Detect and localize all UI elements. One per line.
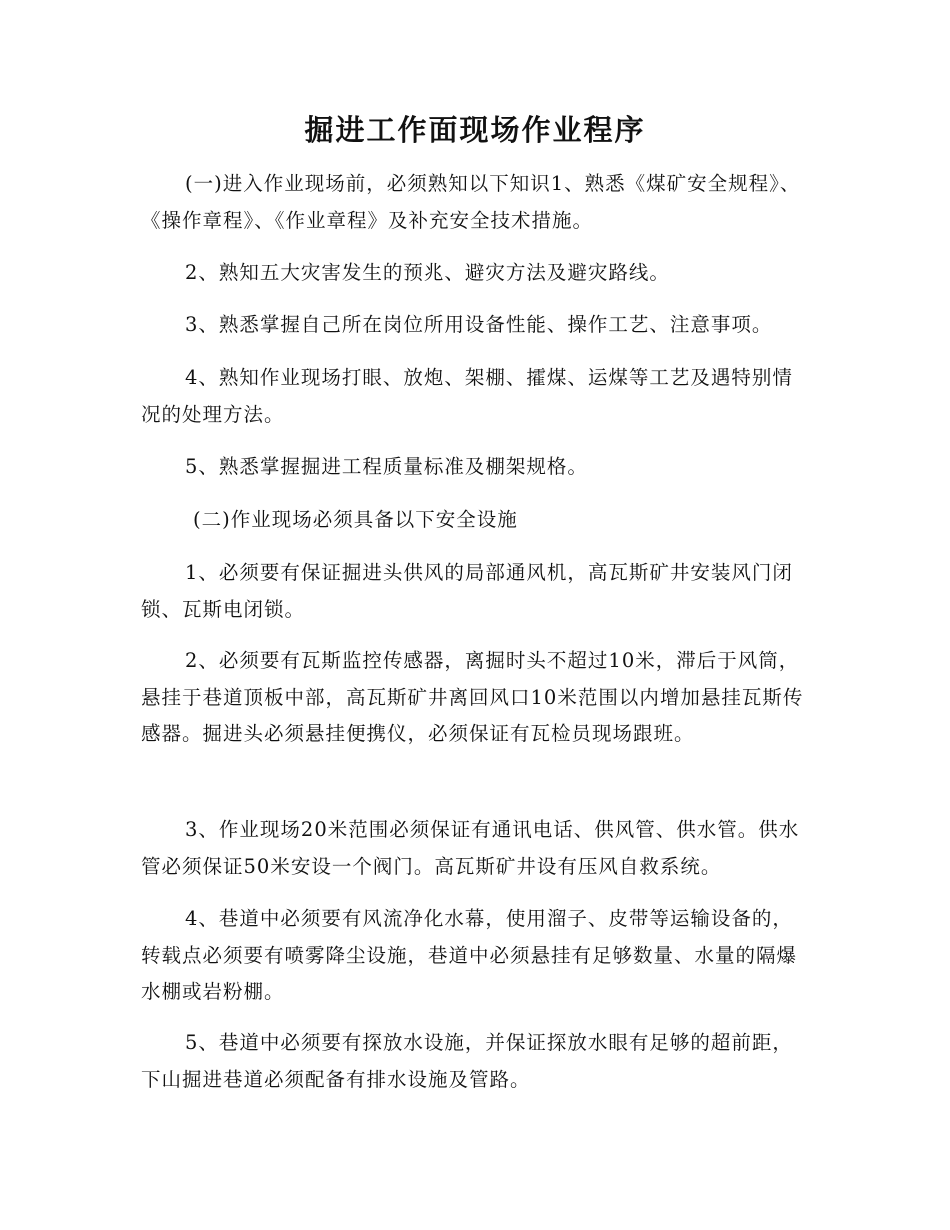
paragraph-dust-control: 4、巷道中必须要有风流净化水幕，使用溜子、皮带等运输设备的，转载点必须要有喷雾降尘设施，巷道中必须悬挂有足够数量、水量的隔爆水棚或岩粉棚。	[141, 907, 798, 1003]
document-title: 掘进工作面现场作业程序	[304, 113, 646, 147]
paragraph-equipment-knowledge: 3、熟悉掌握自己所在岗位所用设备性能、操作工艺、注意事项。	[185, 313, 773, 336]
paragraph-water-drainage: 5、巷道中必须要有探放水设施，并保证探放水眼有足够的超前距，下山掘进巷道必须配备有排水设施及管路。	[141, 1031, 793, 1091]
paragraph-communication-pipes: 3、作业现场20米范围必须保证有通讯电话、供风管、供水管。供水管必须保证50米安设一个阀门。高瓦斯矿井设有压风自救系统。	[141, 818, 800, 878]
paragraph-prerequisite-knowledge: (一)进入作业现场前，必须熟知以下知识1、熟悉《煤矿安全规程》、《操作章程》、《作业章程》及补充安全技术措施。	[141, 172, 801, 232]
paragraph-local-ventilation: 1、必须要有保证掘进头供风的局部通风机，高瓦斯矿井安装风门闭锁、瓦斯电闭锁。	[141, 561, 793, 621]
paragraph-disaster-signs: 2、熟知五大灾害发生的预兆、避灾方法及避灾路线。	[185, 261, 670, 284]
paragraph-process-knowledge: 4、熟知作业现场打眼、放炮、架棚、攉煤、运煤等工艺及遇特别情况的处理方法。	[141, 366, 793, 426]
paragraph-gas-sensors: 2、必须要有瓦斯监控传感器，离掘时头不超过10米，滞后于风筒，悬挂于巷道顶板中部，高瓦斯矿井离回风口10米范围以内增加悬挂瓦斯传感器。掘进头必须悬挂便携仪，必须保证有瓦检员现场跟班。	[141, 649, 804, 745]
paragraph-quality-standards: 5、熟悉掌握掘进工程质量标准及棚架规格。	[185, 455, 588, 478]
paragraph-safety-facilities-heading: (二)作业现场必须具备以下安全设施	[193, 508, 518, 531]
